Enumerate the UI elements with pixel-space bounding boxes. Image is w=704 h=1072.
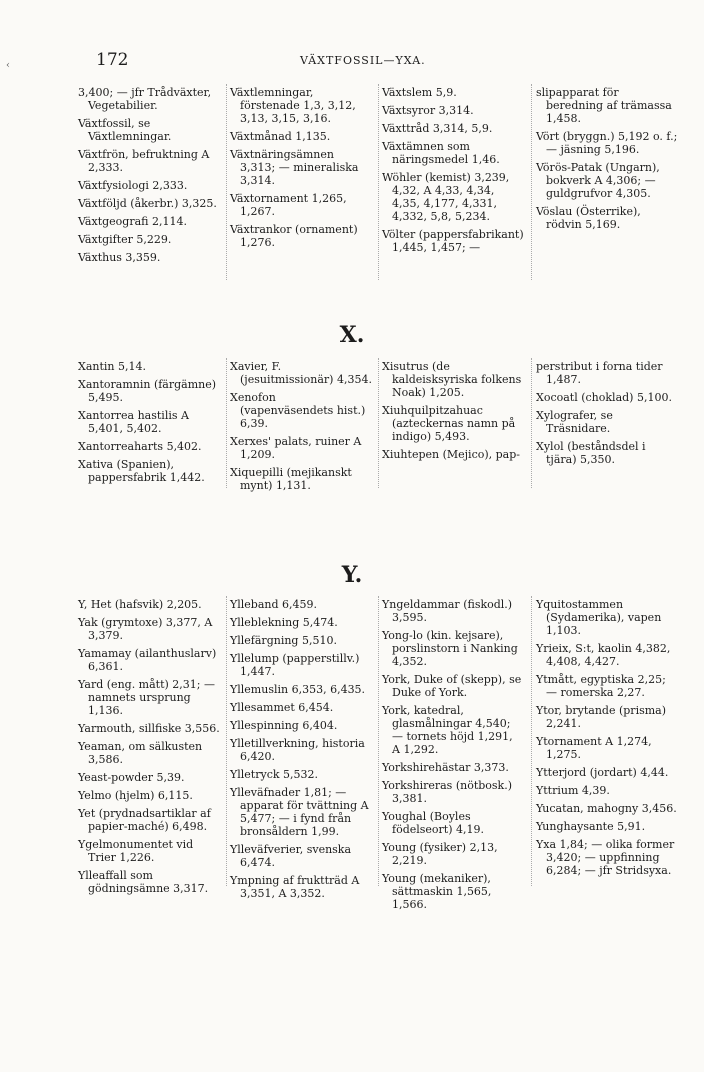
section-x-column-1	[78, 360, 220, 489]
index-entry: Yard (eng. mått) 2,31; — namnets ursprung 1,136.	[78, 678, 215, 717]
index-entry: Yelmo (hjelm) 6,115.	[78, 789, 193, 802]
index-entry: Yllespinning 6,404.	[230, 719, 338, 732]
section-y-column-2	[230, 598, 372, 905]
index-entry: Ylleväfnader 1,81; — apparat för tvättning A 5,477; — i fynd från bronsåldern 1,99.	[230, 786, 369, 838]
index-entry: Völter (pappersfabrikant) 1,445, 1,457; —	[382, 228, 524, 254]
page-number: 172	[96, 50, 129, 70]
index-entry: Yunghaysante 5,91.	[536, 820, 646, 833]
index-entry: Xiuhquilpitzahuac (azteckernas namn på indigo) 5,493.	[382, 404, 516, 443]
section-v-column-2	[230, 86, 372, 254]
index-entry: Xisutrus (de kaldeisksyriska folkens Noak) 1,205.	[382, 360, 522, 399]
index-entry: Yamamay (ailanthuslarv) 6,361.	[78, 647, 217, 673]
index-entry: Växtsyror 3,314.	[382, 104, 474, 117]
index-entry: Yllelump (papperstillv.) 1,447.	[230, 652, 360, 678]
column-divider	[226, 84, 227, 280]
index-entry: Växtslem 5,9.	[382, 86, 457, 99]
index-entry: Vöslau (Österrike), rödvin 5,169.	[536, 205, 641, 231]
index-entry: Yllesammet 6,454.	[230, 701, 334, 714]
margin-mark: ‹	[6, 60, 10, 71]
index-entry: Växtfysiologi 2,333.	[78, 179, 188, 192]
index-entry: Växthus 3,359.	[78, 251, 161, 264]
index-entry: Yak (grymtoxe) 3,377, A 3,379.	[78, 616, 213, 642]
section-v-column-1	[78, 86, 220, 269]
column-divider	[531, 84, 532, 280]
index-entry: Young (mekaniker), sättmaskin 1,565, 1,566.	[382, 872, 492, 911]
index-entry: Wöhler (kemist) 3,239, 4,32, A 4,33, 4,34, 4,35, 4,177, 4,331, 4,332, 5,8, 5,234.	[382, 171, 510, 223]
column-divider	[531, 358, 532, 488]
index-entry: Xiquepilli (mejikanskt mynt) 1,131.	[230, 466, 352, 492]
index-entry: Växtämnen som näringsmedel 1,46.	[382, 140, 500, 166]
index-entry: Xenofon (vapenväsendets hist.) 6,39.	[230, 391, 366, 430]
index-entry: York, katedral, glasmålningar 4,540; — tornets höjd 1,291, A 1,292.	[382, 704, 513, 756]
index-entry: Yrieix, S:t, kaolin 4,382, 4,408, 4,427.	[536, 642, 671, 668]
index-entry: Växtfrön, befruktning A 2,333.	[78, 148, 210, 174]
index-entry: Ympning af fruktträd A 3,351, A 3,352.	[230, 874, 360, 900]
index-entry: Växtmånad 1,135.	[230, 130, 331, 143]
index-entry: Växtnäringsämnen 3,313; — mineraliska 3,314.	[230, 148, 359, 187]
column-divider	[378, 84, 379, 280]
section-letter-y: Y.	[341, 562, 363, 588]
index-entry: Yorkshireras (nötbosk.) 3,381.	[382, 779, 513, 805]
index-entry: Yngeldammar (fiskodl.) 3,595.	[382, 598, 513, 624]
index-entry: Ylleblekning 5,474.	[230, 616, 338, 629]
index-entry: Yllemuslin 6,353, 6,435.	[230, 683, 366, 696]
index-entry: Yllefärgning 5,510.	[230, 634, 337, 647]
index-entry: Yarmouth, sillfiske 3,556.	[78, 722, 220, 735]
index-entry: Växtornament 1,265, 1,267.	[230, 192, 347, 218]
index-entry: Xativa (Spanien), pappersfabrik 1,442.	[78, 458, 205, 484]
index-entry: Xerxes' palats, ruiner A 1,209.	[230, 435, 362, 461]
index-entry: Xylografer, se Träsnidare.	[536, 409, 613, 435]
index-entry: Yong-lo (kin. kejsare), porslinstorn i Nanking 4,352.	[382, 629, 518, 668]
index-entry: Youghal (Boyles födelseort) 4,19.	[382, 810, 484, 836]
index-entry: Yeaman, om sälkusten 3,586.	[78, 740, 203, 766]
index-entry: Yeast-powder 5,39.	[78, 771, 185, 784]
index-entry: Yquitostammen (Sydamerika), vapen 1,103.	[536, 598, 662, 637]
index-entry: Växttråd 3,314, 5,9.	[382, 122, 493, 135]
column-divider	[378, 596, 379, 886]
section-v-column-4	[536, 86, 678, 236]
section-x-column-4	[536, 360, 678, 471]
column-divider	[378, 358, 379, 488]
index-entry: Växtgifter 5,229.	[78, 233, 172, 246]
column-divider	[226, 358, 227, 488]
index-entry: Växtrankor (ornament) 1,276.	[230, 223, 358, 249]
index-entry: Ylletillverkning, historia 6,420.	[230, 737, 365, 763]
section-x-column-2	[230, 360, 372, 497]
column-divider	[531, 596, 532, 886]
index-entry: Ylleaffall som gödningsämne 3,317.	[78, 869, 209, 895]
column-divider	[226, 596, 227, 886]
index-entry: Yxa 1,84; — olika former 3,420; — uppfinning 6,284; — jfr Stridsyxa.	[536, 838, 675, 877]
index-entry: Växtgeografi 2,114.	[78, 215, 187, 228]
index-entry: slipapparat för beredning af trämassa 1,458.	[536, 86, 672, 125]
section-x-column-3	[382, 360, 524, 466]
index-entry: Xocoatl (choklad) 5,100.	[536, 391, 672, 404]
index-entry: Vört (bryggn.) 5,192 o. f.; — jäsning 5,196.	[536, 130, 678, 156]
section-y-column-4	[536, 598, 678, 882]
section-y-column-3	[382, 598, 524, 916]
index-entry: York, Duke of (skepp), se Duke of York.	[382, 673, 522, 699]
index-entry: 3,400; — jfr Trådväxter, Vegetabilier.	[78, 86, 212, 112]
index-entry: Växtföljd (åkerbr.) 3,325.	[78, 197, 217, 210]
index-entry: Y, Het (hafsvik) 2,205.	[78, 598, 202, 611]
index-entry: Yet (prydnadsartiklar af papier-maché) 6,498.	[78, 807, 211, 833]
section-letter-x: X.	[339, 322, 365, 348]
index-entry: Vörös-Patak (Ungarn), bokverk A 4,306; — guldgrufvor 4,305.	[536, 161, 660, 200]
index-entry: Ylleväfverier, svenska 6,474.	[230, 843, 352, 869]
index-entry: Xavier, F. (jesuitmissionär) 4,354.	[230, 360, 372, 386]
index-entry: Växtlemningar, förstenade 1,3, 3,12, 3,13, 3,15, 3,16.	[230, 86, 356, 125]
index-entry: Ylletryck 5,532.	[230, 768, 319, 781]
index-entry: Ytor, brytande (prisma) 2,241.	[536, 704, 667, 730]
index-entry: Ylleband 6,459.	[230, 598, 318, 611]
index-entry: Ytterjord (jordart) 4,44.	[536, 766, 669, 779]
index-entry: Ygelmonumentet vid Trier 1,226.	[78, 838, 194, 864]
index-entry: Yucatan, mahogny 3,456.	[536, 802, 677, 815]
index-entry: Xantorreaharts 5,402.	[78, 440, 202, 453]
index-entry: Ytornament A 1,274, 1,275.	[536, 735, 652, 761]
index-entry: Yorkshirehästar 3,373.	[382, 761, 509, 774]
section-v-column-3	[382, 86, 524, 259]
index-entry: Xylol (beståndsdel i tjära) 5,350.	[536, 440, 646, 466]
index-entry: Xantorrea hastilis A 5,401, 5,402.	[78, 409, 189, 435]
index-entry: Yttrium 4,39.	[536, 784, 610, 797]
index-entry: Xantoramnin (färgämne) 5,495.	[78, 378, 217, 404]
index-entry: Xantin 5,14.	[78, 360, 146, 373]
section-y-column-1	[78, 598, 220, 900]
index-entry: Ytmått, egyptiska 2,25; — romerska 2,27.	[536, 673, 666, 699]
index-entry: Xiuhtepen (Mejico), pap-	[382, 448, 520, 461]
index-entry: perstribut i forna tider 1,487.	[536, 360, 663, 386]
index-entry: Växtfossil, se Växtlemningar.	[78, 117, 172, 143]
index-entry: Young (fysiker) 2,13, 2,219.	[382, 841, 498, 867]
running-head: VÄXTFOSSIL—YXA.	[300, 54, 426, 67]
